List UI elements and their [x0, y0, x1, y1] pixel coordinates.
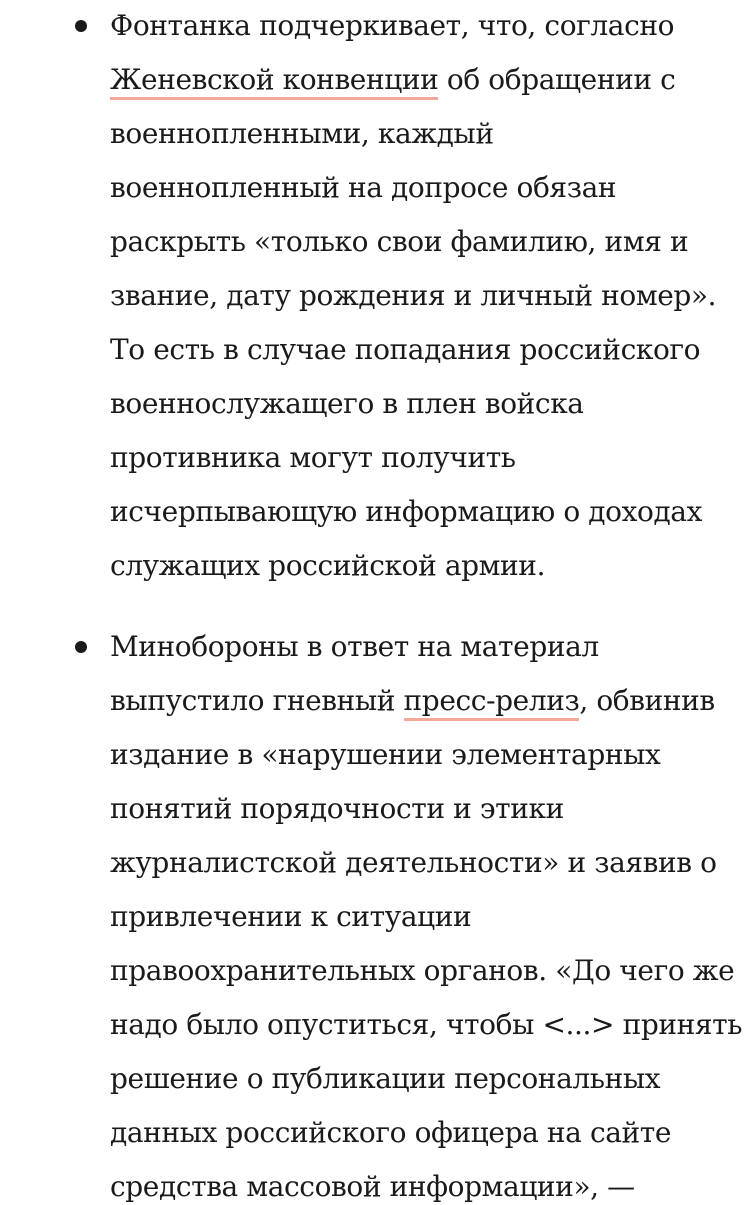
bullet-paragraph	[0, 0, 725, 593]
text-line: военнослужащего в плен войска	[110, 387, 584, 420]
text-line: исчерпывающую информацию о доходах	[110, 495, 702, 528]
text-fragment: , обвинив	[579, 684, 715, 717]
text-line: издание в «нарушении элементарных	[110, 738, 661, 771]
text-line: средства массовой информации», —	[110, 1170, 635, 1203]
geneva-convention-link[interactable]: Женевской конвенции	[110, 63, 438, 100]
text-line: противника могут получить	[110, 441, 516, 474]
text-line: данных российского офицера на сайте	[110, 1116, 672, 1149]
bullet-dot-icon	[75, 20, 87, 32]
text-line: военнопленный на допросе обязан	[110, 171, 617, 204]
text-fragment: об обращении с	[438, 63, 676, 96]
text-line: Минобороны в ответ на материал	[110, 630, 599, 663]
text-line: звание, дату рождения и личный номер».	[110, 279, 717, 312]
text-line	[110, 53, 725, 107]
bullet-item-fontanka	[0, 0, 748, 593]
text-line: военнопленными, каждый	[110, 117, 494, 150]
text-line: решение о публикации персональных	[110, 1062, 661, 1095]
text-line	[110, 674, 725, 728]
text-fragment: выпустило гневный	[110, 684, 404, 717]
press-release-link[interactable]: пресс-релиз	[404, 684, 580, 721]
text-line: надо было опуститься, чтобы <...> принять	[110, 1008, 743, 1041]
bullet-dot-icon	[75, 641, 87, 653]
bullet-item-ministry	[0, 620, 748, 1205]
text-line: раскрыть «только свои фамилию, имя и	[110, 225, 689, 258]
text-line: правоохранительных органов. «До чего же	[110, 954, 735, 987]
text-line: журналистской деятельности» и заявив о	[110, 846, 717, 879]
text-line: То есть в случае попадания российского	[110, 333, 701, 366]
text-line: Фонтанка подчеркивает, что, согласно	[110, 9, 675, 42]
text-line: понятий порядочности и этики	[110, 792, 564, 825]
text-line: служащих российской армии.	[110, 549, 546, 582]
text-line: привлечении к ситуации	[110, 900, 472, 933]
bullet-paragraph	[0, 620, 743, 1205]
